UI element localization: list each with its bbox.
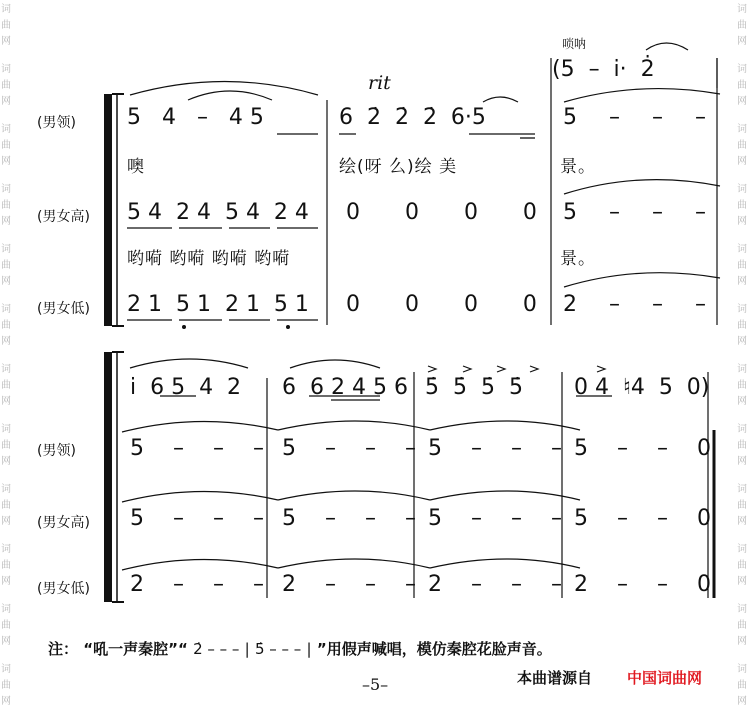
watermark-char: 网 xyxy=(1,636,11,647)
watermark-char: 词 xyxy=(1,64,11,75)
watermark-char: 词 xyxy=(1,184,11,195)
part-label-mixed-high-2: (男女高) xyxy=(37,515,90,531)
part-label-male-lead-2: (男领) xyxy=(37,443,76,459)
watermark-char: 词 xyxy=(1,604,11,615)
watermark-char: 曲 xyxy=(737,440,747,451)
watermark-char: 网 xyxy=(737,276,747,287)
watermark-char: 曲 xyxy=(737,80,747,91)
s2-high-measure-2: 5 – – – xyxy=(282,506,421,531)
s2-lead-measure-1: 5 – – – xyxy=(130,436,269,461)
high-measure-3: 5 – – – xyxy=(563,200,712,225)
watermark-char: 网 xyxy=(737,456,747,467)
watermark-char: 词 xyxy=(737,124,747,135)
low-measure-3: 2 – – – xyxy=(563,292,712,317)
watermark-char: 网 xyxy=(737,156,747,167)
page-number: –5– xyxy=(362,675,389,694)
watermark-char: 网 xyxy=(737,516,747,527)
watermark-char: 网 xyxy=(1,336,11,347)
part-label-mixed-low-2: (男女低) xyxy=(37,581,90,597)
watermark-char: 词 xyxy=(1,244,11,255)
watermark-char: 曲 xyxy=(1,200,11,211)
watermark-char: 网 xyxy=(737,216,747,227)
watermark-char: 词 xyxy=(737,604,747,615)
low-measure-2: 0 0 0 0 xyxy=(346,292,543,317)
watermark-char: 网 xyxy=(737,696,747,707)
watermark-char: 网 xyxy=(737,636,747,647)
s2-lead-measure-4: 5 – – 0 xyxy=(574,436,716,461)
high-lyric-3: 景。 xyxy=(560,249,596,269)
high-measure-2: 0 0 0 0 xyxy=(346,200,543,225)
watermark-char: 网 xyxy=(1,96,11,107)
watermark-char: 词 xyxy=(737,664,747,675)
watermark-char: 词 xyxy=(737,424,747,435)
watermark-char: 曲 xyxy=(737,620,747,631)
watermark-char: 词 xyxy=(1,304,11,315)
watermark-char: 曲 xyxy=(737,680,747,691)
watermark-char: 曲 xyxy=(737,500,747,511)
watermark-char: 网 xyxy=(737,36,747,47)
footnote-notation-1: 2̇ – – – xyxy=(193,640,240,658)
watermark-char: 词 xyxy=(737,364,747,375)
watermark-char: 网 xyxy=(1,276,11,287)
watermark-char: 网 xyxy=(1,36,11,47)
watermark-char: 词 xyxy=(737,304,747,315)
watermark-char: 词 xyxy=(737,64,747,75)
lead-lyric-1: 噢 xyxy=(127,157,145,177)
top-measure-1: i̇ 6 5 4 2 xyxy=(130,375,242,400)
watermark-char: 网 xyxy=(1,696,11,707)
watermark-char: 曲 xyxy=(1,440,11,451)
watermark-char: 曲 xyxy=(1,620,11,631)
s2-lead-measure-2: 5 – – – xyxy=(282,436,421,461)
watermark-char: 网 xyxy=(1,396,11,407)
watermark-char: 词 xyxy=(737,4,747,15)
watermark-char: 曲 xyxy=(1,500,11,511)
watermark-char: 网 xyxy=(737,576,747,587)
s2-high-measure-1: 5 – – – xyxy=(130,506,269,531)
watermark-char: 词 xyxy=(1,664,11,675)
watermark-char: 词 xyxy=(737,484,747,495)
lead-measure-2: 6 2̇ 2̇ 2̇ 6·5 xyxy=(339,105,486,130)
tempo-marking: rit xyxy=(368,72,391,94)
watermark-char: 词 xyxy=(1,364,11,375)
watermark-char: 词 xyxy=(737,184,747,195)
top-measure-3: 5̇ 5̇ 5̇ 5̇ xyxy=(425,375,523,400)
footnote-notation-2: 5̇ – – – xyxy=(254,640,302,658)
watermark-char: 网 xyxy=(1,156,11,167)
instrument-label: 唢呐 xyxy=(562,37,587,51)
lead-measure-3: 5 – – – xyxy=(563,105,712,130)
s2-high-measure-3: 5 – – – xyxy=(428,506,567,531)
part-label-mixed-high: (男女高) xyxy=(37,209,90,225)
watermark-char: 曲 xyxy=(737,320,747,331)
watermark-char: 网 xyxy=(1,516,11,527)
watermark-char: 曲 xyxy=(1,320,11,331)
system2-bracket xyxy=(104,352,112,602)
watermark-char: 网 xyxy=(737,96,747,107)
footnote-prefix: 注： xyxy=(48,640,79,658)
watermark-char: 词 xyxy=(737,544,747,555)
watermark-char: 词 xyxy=(1,124,11,135)
watermark-char: 曲 xyxy=(737,140,747,151)
footnote: 注： “吼一声秦腔”“ 2̇ – – – | 5̇ – – – | ”用假声喊唱，模仿秦腔花脸声音。 xyxy=(48,640,552,658)
high-measure-1: 5 4 2 4 5 4 2 4 xyxy=(127,200,309,225)
watermark-char: 曲 xyxy=(1,380,11,391)
lead-lyric-2: 绘(呀 么)绘 美 xyxy=(339,157,458,177)
lead-lyric-3: 景。 xyxy=(560,157,596,177)
watermark-char: 词 xyxy=(1,544,11,555)
watermark-char: 网 xyxy=(1,576,11,587)
watermark-char: 曲 xyxy=(737,380,747,391)
top-measure-4: 0 4 ♮4 5 0) xyxy=(574,375,710,400)
footnote-quote: “吼一声秦腔”“ xyxy=(83,640,188,658)
s2-high-measure-4: 5 – – 0 xyxy=(574,506,716,531)
watermark-char: 曲 xyxy=(1,560,11,571)
system1-bracket xyxy=(104,94,112,326)
s2-lead-measure-3: 5 – – – xyxy=(428,436,567,461)
watermark-char: 词 xyxy=(1,4,11,15)
watermark-char: 词 xyxy=(1,424,11,435)
top-measure-2: 6 6 2 4 5 6 xyxy=(282,375,408,400)
watermark-char: 曲 xyxy=(1,260,11,271)
watermark-char: 曲 xyxy=(737,20,747,31)
watermark-char: 曲 xyxy=(1,80,11,91)
watermark-char: 网 xyxy=(1,216,11,227)
s2-low-measure-2: 2 – – – xyxy=(282,572,421,597)
low-measure-1: 2 1 5 1 2 1 5 1 xyxy=(127,292,309,317)
watermark-char: 网 xyxy=(737,396,747,407)
lead-measure-1: 5 4 – 4 5 xyxy=(127,105,264,130)
watermark-char: 曲 xyxy=(737,560,747,571)
watermark-char: 曲 xyxy=(737,200,747,211)
watermark-char: 词 xyxy=(1,484,11,495)
watermark-char: 网 xyxy=(737,336,747,347)
watermark-char: 曲 xyxy=(1,20,11,31)
part-label-mixed-low: (男女低) xyxy=(37,301,90,317)
watermark-char: 词 xyxy=(737,244,747,255)
high-lyric-1: 哟嗬 哟嗬 哟嗬 哟嗬 xyxy=(127,249,291,269)
watermark-char: 曲 xyxy=(737,260,747,271)
part-label-male-lead: (男领) xyxy=(37,115,76,131)
credit-site-link[interactable]: 中国词曲网 xyxy=(627,669,703,687)
watermark-char: 曲 xyxy=(1,680,11,691)
credit-source: 本曲谱源自 xyxy=(517,669,593,687)
watermark-char: 网 xyxy=(1,456,11,467)
s2-low-measure-3: 2 – – – xyxy=(428,572,567,597)
footnote-suffix: ”用假声喊唱，模仿秦腔花脸声音。 xyxy=(316,640,552,658)
watermark-char: 曲 xyxy=(1,140,11,151)
s2-low-measure-4: 2 – – 0 xyxy=(574,572,716,597)
s2-low-measure-1: 2 – – – xyxy=(130,572,269,597)
intro-notes: (5 – i̇· 2̇ xyxy=(552,57,655,82)
